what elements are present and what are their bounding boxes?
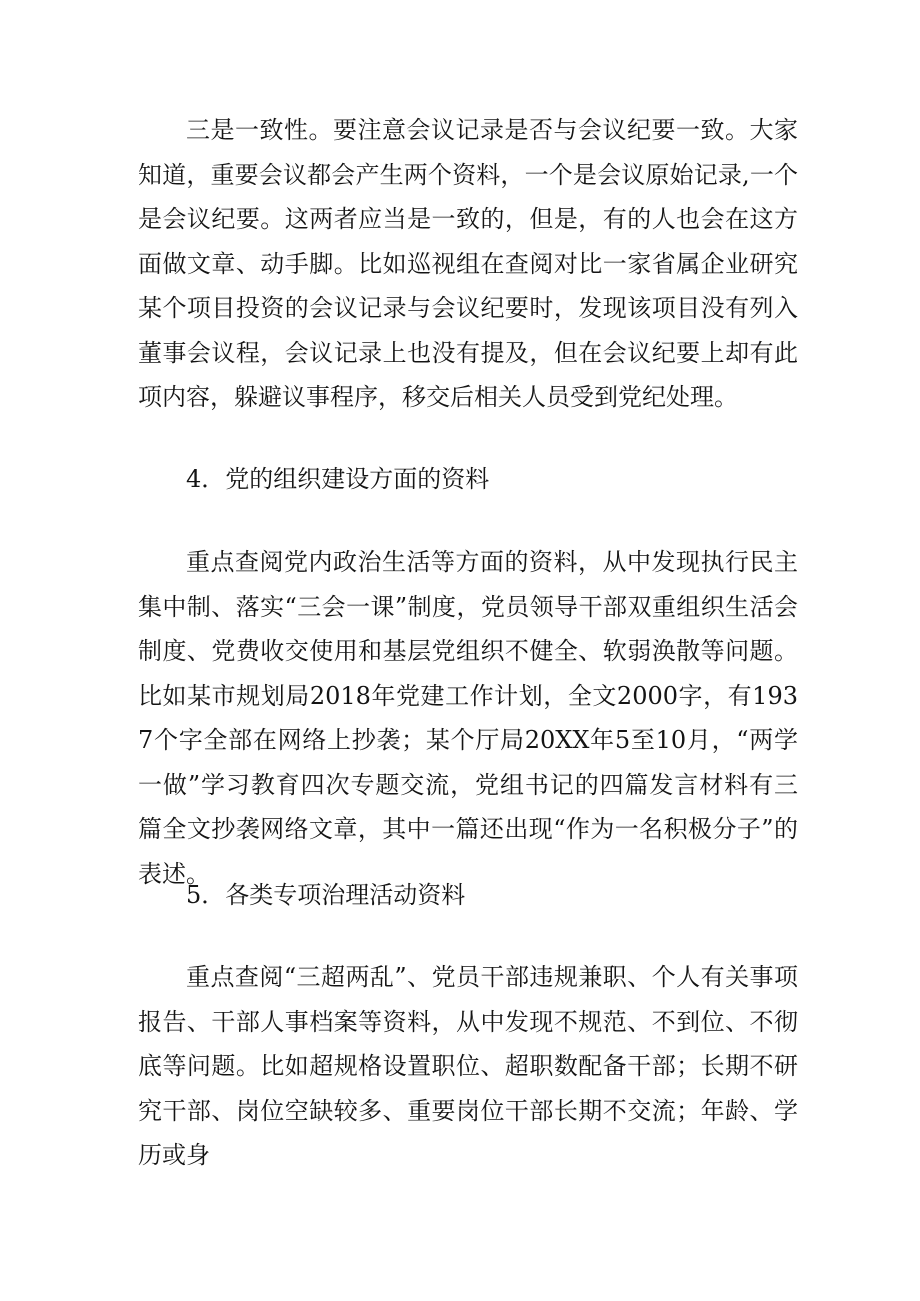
- paragraph-party-building: 重点查阅党内政治生活等方面的资料，从中发现执行民主集中制、落实“三会一课”制度，党员领导干部双重组织生活会制度、党费收交使用和基层党组织不健全、软弱涣散等问题。比如某市规划局2018年党建工作计划，全文2000字，有1937个字全部在网络上抄袭；某个厅局20XX年5至10月，“两学一做”学习教育四次专题交流，党组书记的四篇发言材料有三篇全文抄袭网络文章，其中一篇还出现“作为一名积极分子”的表述。: [138, 548, 798, 888]
- paragraph-special-governance: 重点查阅“三超两乱”、党员干部违规兼职、个人有关事项报告、干部人事档案等资料，从中发现不规范、不到位、不彻底等问题。比如超规格设置职位、超职数配备干部；长期不研究干部、岗位空缺较多、重要岗位干部长期不交流；年龄、学历或身: [138, 963, 798, 1169]
- section-heading-special-governance: 5．各类专项治理活动资料: [186, 881, 466, 909]
- section-heading-party-organization: 4．党的组织建设方面的资料: [186, 465, 490, 493]
- paragraph-consistency: 三是一致性。要注意会议记录是否与会议纪要一致。大家知道，重要会议都会产生两个资料，一个是会议原始记录,一个是会议纪要。这两者应当是一致的，但是，有的人也会在这方面做文章、动手脚。比如巡视组在查阅对比一家省属企业研究某个项目投资的会议记录与会议纪要时，发现该项目没有列入董事会议程，会议记录上也没有提及，但在会议纪要上却有此项内容，躲避议事程序，移交后相关人员受到党纪处理。: [138, 116, 798, 411]
